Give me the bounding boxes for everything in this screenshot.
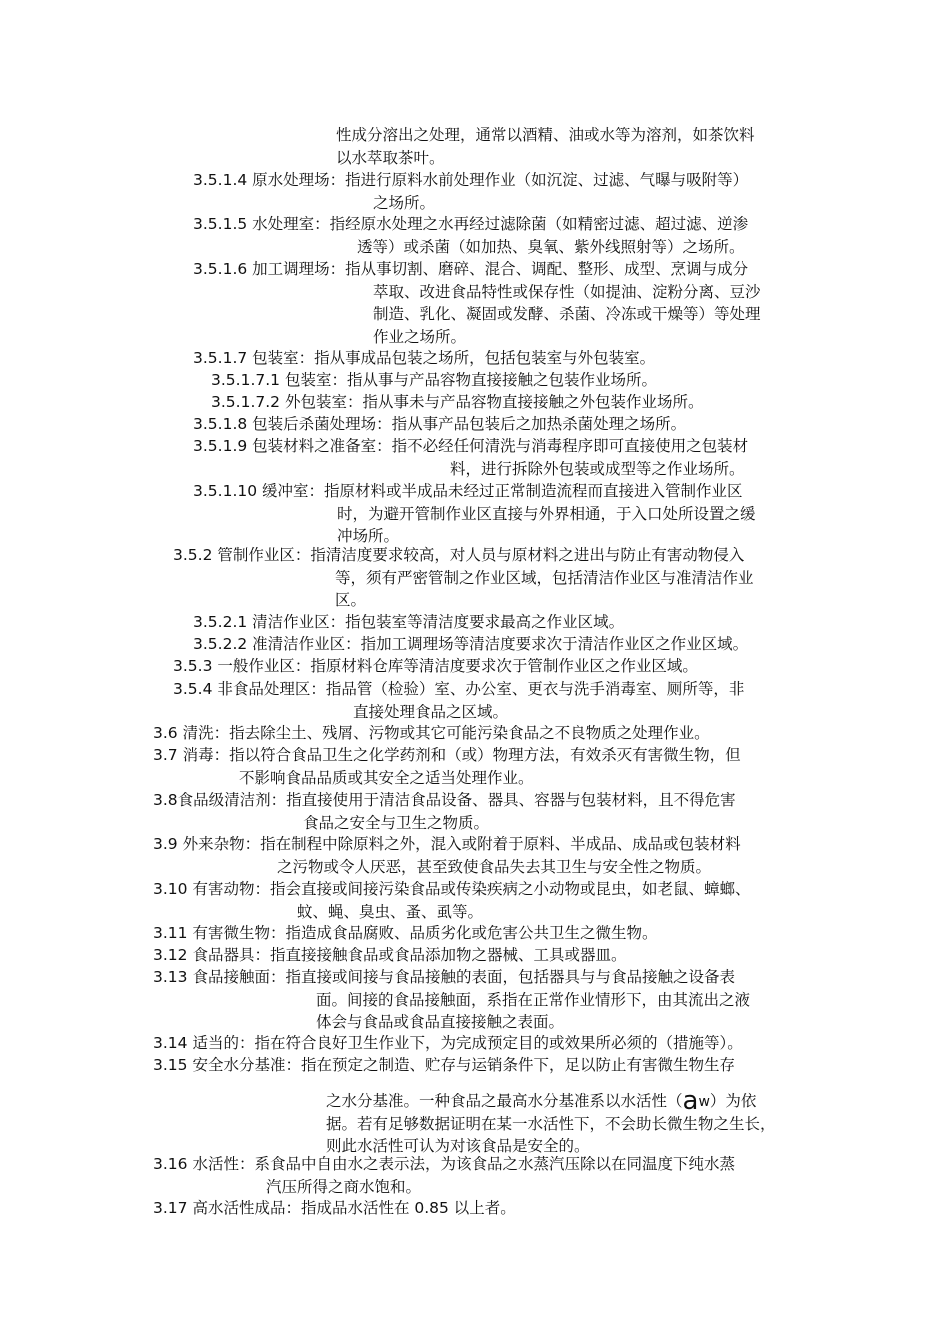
aw-subscript: w — [698, 1093, 710, 1110]
entry-continuation — [336, 124, 755, 169]
entry-3-14 — [153, 1032, 743, 1055]
entry-3-5-1-6 — [193, 258, 761, 348]
entry-line: 以水萃取茶叶。 — [336, 148, 445, 167]
entry-3-16 — [153, 1153, 735, 1198]
entry-line: 3.10 有害动物：指会直接或间接污染食品或传染疾病之小动物或昆虫，如老鼠、蟑螂、 — [153, 880, 751, 898]
entry-3-5-1-7-1 — [211, 369, 657, 392]
entry-line: 直接处理食品之区域。 — [353, 702, 509, 721]
entry-line: 据。若有足够数据证明在某一水活性下，不会助长微生物之生长， — [326, 1114, 776, 1133]
entry-line: 3.6 清洗：指去除尘土、残屑、污物或其它可能污染食品之不良物质之处理作业。 — [153, 724, 710, 742]
entry-line: 蚊、蝇、臭虫、蚤、虱等。 — [297, 902, 484, 921]
entry-line: 3.5.1.9 包装材料之准备室：指不必经任何清洗与消毒程序即可直接使用之包装材 — [193, 437, 749, 455]
entry-line: 3.5.1.5 水处理室：指经原水处理之水再经过滤除菌（如精密过滤、超过滤、逆渗 — [193, 215, 749, 233]
entry-line: 3.5.2.1 清洁作业区：指包装室等清洁度要求最高之作业区域。 — [193, 613, 625, 631]
entry-3-15 — [153, 1054, 776, 1158]
entry-line: 3.17 高水活性成品：指成品水活性在 0.85 以上者。 — [153, 1199, 516, 1217]
entry-line: 3.5.1.7 包装室：指从事成品包装之场所，包括包装室与外包装室。 — [193, 349, 656, 367]
entry-3-8 — [153, 789, 736, 834]
entry-line: 之场所。 — [373, 193, 436, 212]
entry-line: 体会与食品或食品直接接触之表面。 — [316, 1013, 565, 1031]
entry-3-9 — [153, 833, 741, 878]
entry-line: 3.5.2 管制作业区：指清洁度要求较高，对人员与原材料之进出与防止有害动物侵入 — [173, 546, 745, 564]
entry-line: 3.5.2.2 准清洁作业区：指加工调理场等清洁度要求次于清洁作业区之作业区域。 — [193, 635, 749, 653]
entry-3-10 — [153, 878, 750, 923]
entry-line: 制造、乳化、凝固或发酵、杀菌、冷冻或干燥等）等处理 — [373, 305, 761, 323]
entry-3-13 — [153, 966, 750, 1034]
entry-line: 3.8食品级清洁剂：指直接使用于清洁食品设备、器具、容器与包装材料，且不得危害 — [153, 791, 736, 809]
entry-3-17 — [153, 1197, 516, 1220]
entry-line: 3.9 外来杂物：指在制程中除原料之外，混入或附着于原料、半成品、成品或包装材料 — [153, 835, 741, 853]
entry-line-text: 之水分基准。一种食品之最高水分基准系以水活性（ — [326, 1091, 683, 1110]
entry-line: 时，为避开管制作业区直接与外界相通，于入口处所设置之缓 — [337, 504, 756, 523]
entry-line-aw — [153, 1077, 776, 1116]
entry-3-5-1-4 — [193, 169, 748, 214]
entry-3-6 — [153, 722, 710, 745]
entry-line: 3.5.4 非食品处理区：指品管（检验）室、办公室、更衣与洗手消毒室、厕所等，非 — [173, 680, 745, 698]
entry-line: 3.5.1.8 包装后杀菌处理场：指从事产品包装后之加热杀菌处理之场所。 — [193, 415, 687, 433]
entry-line: 则此水活性可认为对该食品是安全的。 — [326, 1137, 590, 1155]
entry-3-11 — [153, 922, 657, 945]
entry-line: 3.15 安全水分基准：指在预定之制造、贮存与运销条件下，足以防止有害微生物生存 — [153, 1056, 735, 1074]
entry-3-5-3 — [173, 655, 698, 678]
entry-3-5-1-9 — [193, 435, 748, 480]
entry-line: 性成分溶出之处理，通常以酒精、油或水等为溶剂，如茶饮料 — [336, 126, 755, 144]
entry-line: 3.5.1.6 加工调理场：指从事切割、磨碎、混合、调配、整形、成型、烹调与成分 — [193, 260, 749, 278]
entry-line: 等，须有严密管制之作业区域，包括清洁作业区与准清洁作业 — [335, 568, 754, 587]
entry-3-5-2 — [173, 544, 754, 612]
entry-line: 3.16 水活性：系食品中自由水之表示法，为该食品之水蒸汽压除以在同温度下纯水蒸 — [153, 1155, 735, 1173]
entry-line: 3.12 食品器具：指直接接触食品或食品添加物之器械、工具或器皿。 — [153, 946, 627, 964]
entry-line: 3.7 消毒：指以符合食品卫生之化学药剂和（或）物理方法，有效杀灭有害微生物，但 — [153, 746, 741, 764]
entry-3-12 — [153, 944, 626, 967]
entry-line: 食品之安全与卫生之物质。 — [303, 813, 490, 832]
entry-3-5-4 — [173, 678, 744, 723]
entry-line: 作业之场所。 — [373, 327, 467, 346]
entry-line: 料，进行拆除外包装或成型等之作业场所。 — [450, 459, 745, 478]
entry-line: 之污物或令人厌恶，甚至致使食品失去其卫生与安全性之物质。 — [277, 857, 712, 876]
aw-symbol: a — [682, 1085, 699, 1116]
entry-line: 3.5.1.7.2 外包装室：指从事未与产品容物直接接触之外包装作业场所。 — [211, 393, 704, 411]
entry-line: 汽压所得之商水饱和。 — [266, 1177, 422, 1196]
entry-line: 区。 — [335, 591, 367, 609]
entry-3-5-2-2 — [193, 633, 748, 656]
entry-line: 不影响食品品质或其安全之适当处理作业。 — [239, 768, 534, 787]
entry-line: 冲场所。 — [337, 527, 400, 545]
entry-line: 萃取、改进食品特性或保存性（如提油、淀粉分离、豆沙 — [373, 282, 761, 301]
entry-line: 透等）或杀菌（如加热、臭氧、紫外线照射等）之场所。 — [357, 237, 745, 256]
entry-3-5-1-7-2 — [211, 391, 703, 414]
entry-3-5-1-10 — [193, 480, 756, 548]
entry-line: 3.5.1.10 缓冲室：指原材料或半成品未经过正常制造流程而直接进入管制作业区 — [193, 482, 743, 500]
entry-line: 3.13 食品接触面：指直接或间接与食品接触的表面，包括器具与与食品接触之设备表 — [153, 968, 735, 986]
entry-line: 3.5.1.4 原水处理场：指进行原料水前处理作业（如沉淀、过滤、气曝与吸附等） — [193, 171, 749, 189]
entry-line: 3.11 有害微生物：指造成食品腐败、品质劣化或危害公共卫生之微生物。 — [153, 924, 658, 942]
entry-3-5-1-8 — [193, 413, 686, 436]
entry-line: 3.14 适当的：指在符合良好卫生作业下，为完成预定目的或效果所必须的（措施等）。 — [153, 1034, 743, 1052]
entry-line: 面。间接的食品接触面，系指在正常作业情形下，由其流出之液 — [316, 990, 751, 1009]
entry-line: 3.5.1.7.1 包装室：指从事与产品容物直接接触之包装作业场所。 — [211, 371, 657, 389]
entry-3-5-2-1 — [193, 611, 624, 634]
entry-3-5-1-5 — [193, 213, 748, 258]
entry-3-7 — [153, 744, 741, 789]
entry-line-text: ）为依 — [709, 1091, 757, 1110]
entry-3-5-1-7 — [193, 347, 655, 370]
entry-line: 3.5.3 一般作业区：指原材料仓库等清洁度要求次于管制作业区之作业区域。 — [173, 657, 698, 675]
